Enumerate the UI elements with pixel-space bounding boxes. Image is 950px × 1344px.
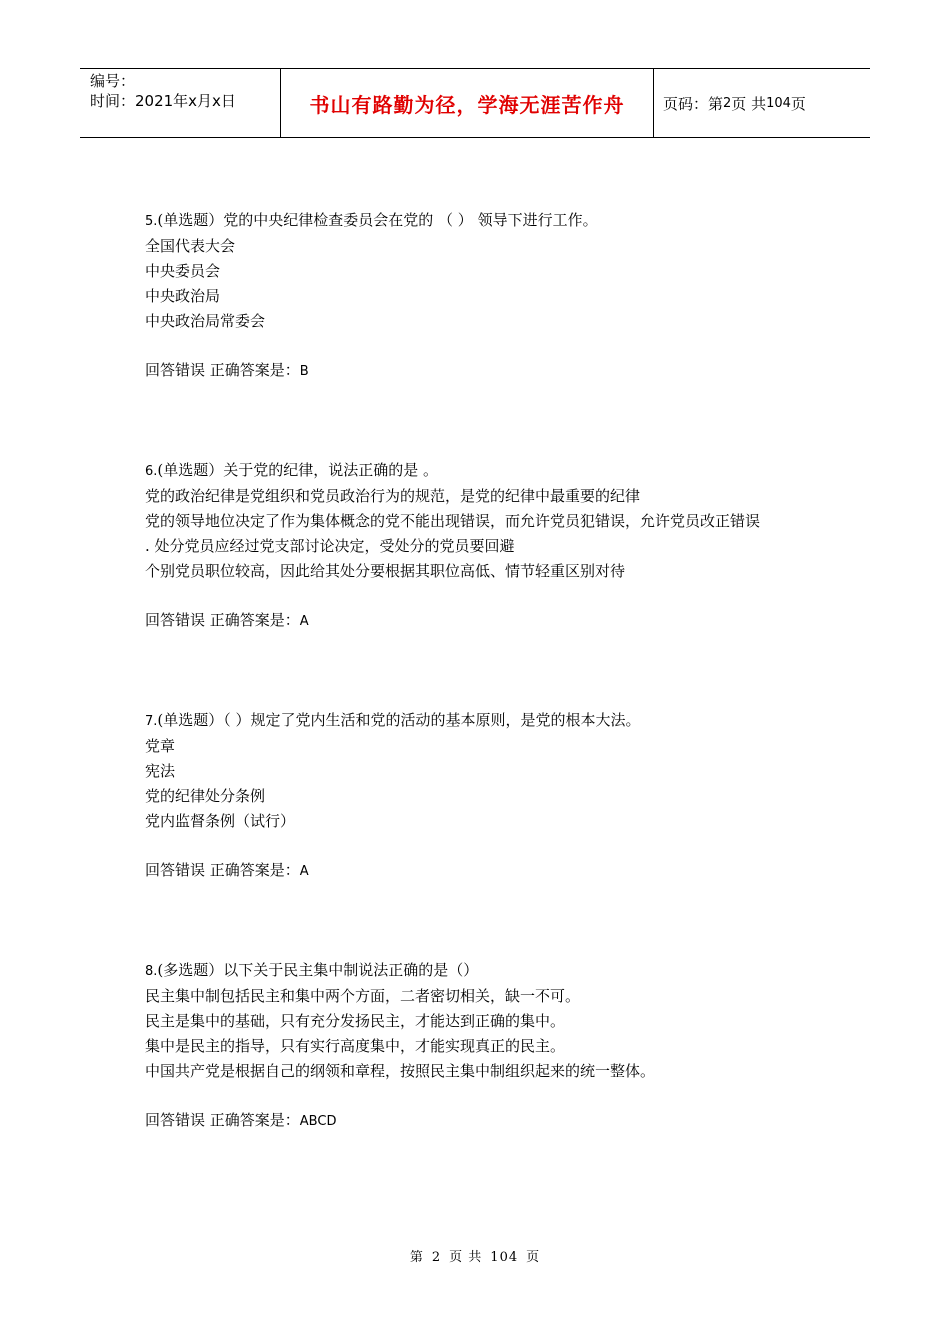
question-option: 中央委员会 [145, 262, 221, 280]
question-option: . 处分党员应经过党支部讨论决定，受处分的党员要回避 [145, 537, 515, 555]
question-list [145, 208, 815, 1134]
question-option: 中国共产党是根据自己的纲领和章程，按照民主集中制组织起来的统一整体。 [145, 1062, 656, 1080]
answer-value: B [299, 364, 309, 379]
header-page-total: 104 [766, 95, 791, 111]
footer-mid: 页 共 [449, 1250, 483, 1265]
question-answer [145, 608, 815, 634]
question-number: 7. [145, 714, 158, 729]
footer-prefix: 第 [409, 1250, 424, 1265]
answer-prefix: 回答错误 正确答案是： [145, 361, 300, 379]
header-meta-cell [80, 69, 281, 137]
question-item [145, 958, 815, 1134]
answer-prefix: 回答错误 正确答案是： [145, 861, 300, 879]
question-text: (单选题）（ ）规定了党内生活和党的活动的基本原则，是党的根本大法。 [157, 711, 641, 729]
question-answer [145, 858, 815, 884]
question-answer [145, 358, 815, 384]
header-number-label: 编号： [90, 72, 136, 90]
header-page-mid: 页 共 [731, 94, 767, 113]
question-option: 党的纪律处分条例 [145, 787, 266, 805]
question-option: 民主是集中的基础，只有充分发扬民主，才能达到正确的集中。 [145, 1012, 566, 1030]
question-option: 中央政治局常委会 [145, 312, 266, 330]
answer-value: ABCD [299, 1114, 337, 1129]
question-answer [145, 1108, 815, 1134]
question-option: 个别党员职位较高，因此给其处分要根据其职位高低、情节轻重区别对待 [145, 562, 626, 580]
question-text: (单选题）党的中央纪律检查委员会在党的 （ ） 领导下进行工作。 [157, 211, 598, 229]
question-option: 党内监督条例（试行） [145, 812, 296, 830]
answer-prefix: 回答错误 正确答案是： [145, 611, 300, 629]
footer-current: 2 [431, 1250, 442, 1265]
question-option: 集中是民主的指导，只有实行高度集中，才能实现真正的民主。 [145, 1037, 566, 1055]
footer-total: 104 [490, 1250, 519, 1265]
question-option: 中央政治局 [145, 287, 221, 305]
question-item [145, 708, 815, 884]
question-item [145, 458, 815, 634]
question-option: 宪法 [145, 762, 176, 780]
answer-value: A [299, 614, 309, 629]
question-option: 党的领导地位决定了作为集体概念的党不能出现错误，而允许党员犯错误，允许党员改正错误 [145, 512, 761, 530]
header-motto: 书山有路勤为径，学海无涯苦作舟 [281, 69, 654, 137]
question-text: (单选题）关于党的纪律，说法正确的是 。 [157, 461, 439, 479]
question-option: 党的政治纪律是党组织和党员政治行为的规范，是党的纪律中最重要的纪律 [145, 487, 641, 505]
question-number: 8. [145, 964, 158, 979]
question-option: 党章 [145, 737, 176, 755]
question-stem [145, 958, 815, 984]
header-page-current: 2 [723, 95, 732, 111]
header-time-label: 时间：2021年x月x日 [90, 92, 236, 110]
question-stem [145, 208, 815, 234]
header-page-prefix: 页码：第 [663, 94, 724, 113]
question-option: 全国代表大会 [145, 237, 236, 255]
question-text: (多选题）以下关于民主集中制说法正确的是（） [157, 961, 479, 979]
question-option: 民主集中制包括民主和集中两个方面，二者密切相关，缺一不可。 [145, 987, 581, 1005]
answer-prefix: 回答错误 正确答案是： [145, 1111, 300, 1129]
header-page-suffix: 页 [790, 94, 806, 113]
question-stem [145, 708, 815, 734]
page-footer [0, 1246, 950, 1265]
question-item [145, 208, 815, 384]
question-stem [145, 458, 815, 484]
question-number: 6. [145, 464, 158, 479]
question-number: 5. [145, 214, 158, 229]
page-header [80, 68, 870, 138]
answer-value: A [299, 864, 309, 879]
footer-suffix: 页 [526, 1250, 541, 1265]
header-page-info [654, 69, 870, 137]
